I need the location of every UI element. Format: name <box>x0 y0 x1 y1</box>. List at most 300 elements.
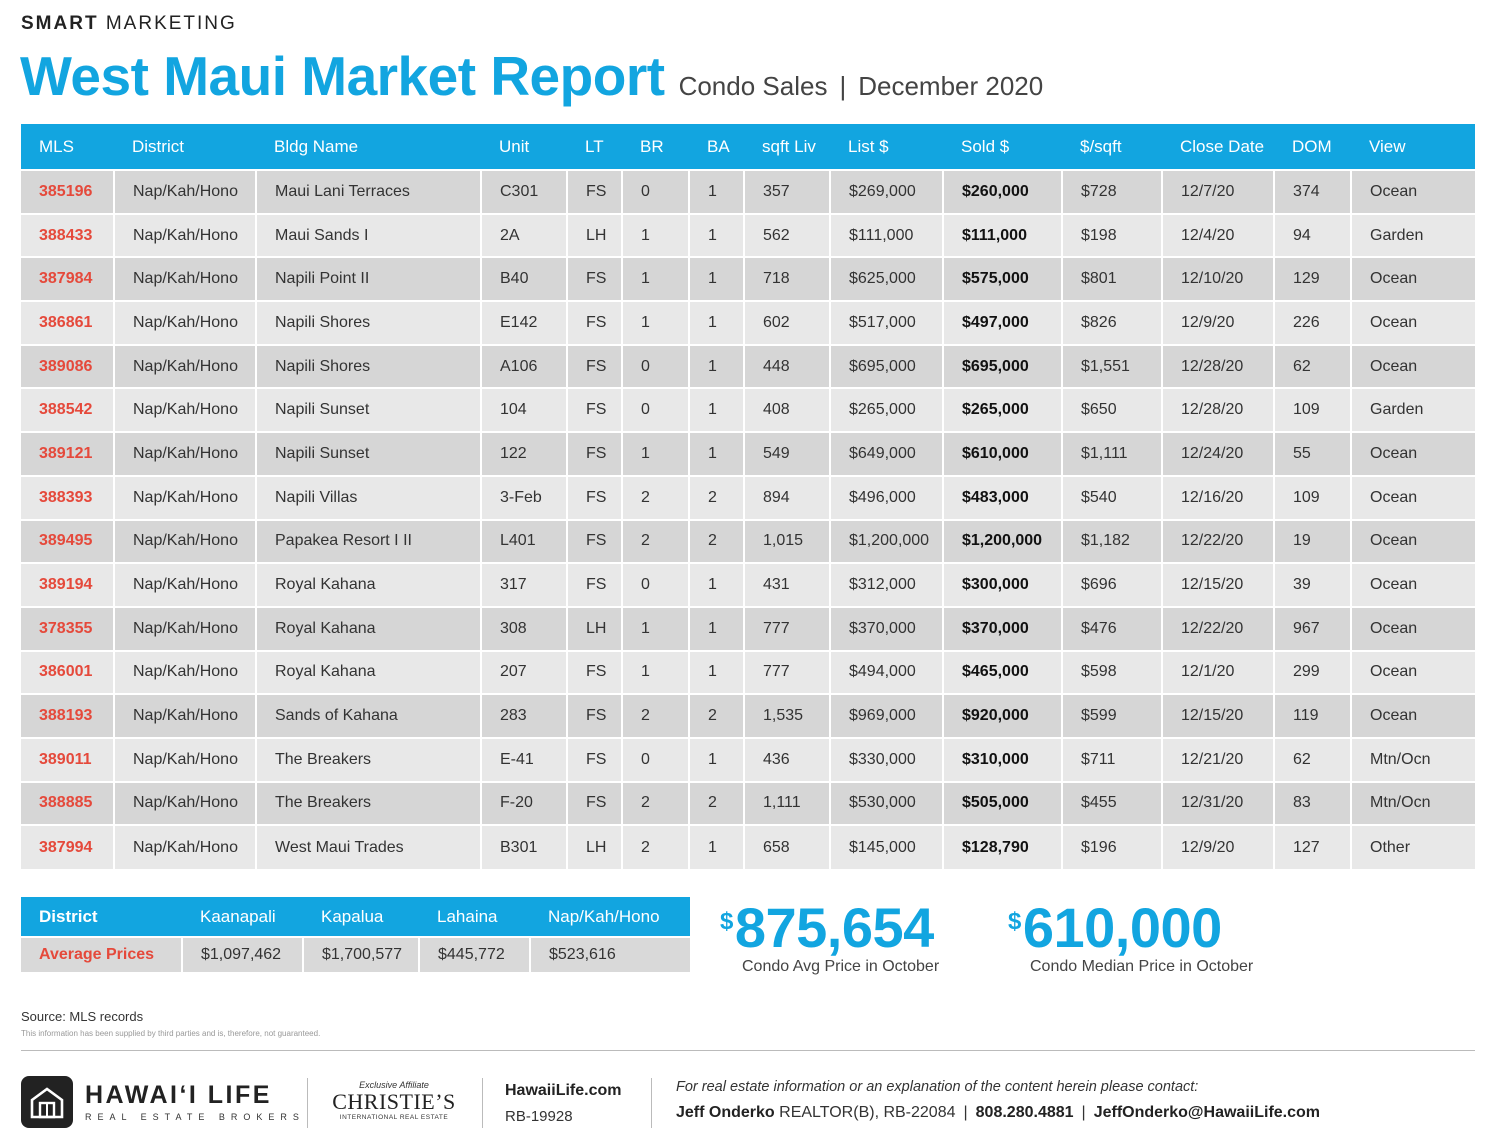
table-cell: L401 <box>481 520 567 564</box>
table-cell: 119 <box>1274 694 1351 738</box>
table-cell: $455 <box>1062 782 1162 826</box>
brand-subtitle: REAL ESTATE BROKERS <box>85 1112 305 1122</box>
table-cell: F-20 <box>481 782 567 826</box>
brand-name: HAWAI‘I LIFE <box>85 1081 272 1109</box>
column-header: DOM <box>1274 124 1351 170</box>
table-cell: 1 <box>622 257 689 301</box>
site-info <box>505 1082 621 1125</box>
mls-number: 389086 <box>21 345 114 389</box>
table-cell: 436 <box>744 738 830 782</box>
kicker-rest: MARKETING <box>105 13 237 34</box>
column-header: LT <box>567 124 622 170</box>
table-cell: 12/1/20 <box>1162 651 1274 695</box>
average-price-napkahhono: $523,616 <box>530 937 690 972</box>
table-cell: C301 <box>481 170 567 214</box>
kicker <box>21 13 237 35</box>
table-cell: 602 <box>744 301 830 345</box>
table-cell: 549 <box>744 432 830 476</box>
table-cell: 777 <box>744 651 830 695</box>
table-cell: 12/9/20 <box>1162 825 1274 869</box>
table-cell: $265,000 <box>830 388 943 432</box>
column-header: Bldg Name <box>256 124 481 170</box>
table-cell: 12/21/20 <box>1162 738 1274 782</box>
table-cell: 129 <box>1274 257 1351 301</box>
agent-email[interactable]: JeffOnderko@HawaiiLife.com <box>1093 1104 1321 1121</box>
average-price-kapalua: $1,700,577 <box>303 937 419 972</box>
subtitle-left: Condo Sales <box>678 71 828 101</box>
avg-price-caption: Condo Avg Price in October <box>742 958 940 975</box>
mls-number: 389495 <box>21 520 114 564</box>
table-cell: $649,000 <box>830 432 943 476</box>
table-cell: 1 <box>689 301 744 345</box>
table-cell: 0 <box>622 563 689 607</box>
sold-price: $465,000 <box>943 651 1062 695</box>
contact-separator: | <box>1081 1104 1086 1121</box>
table-cell: 104 <box>481 388 567 432</box>
contact-intro: For real estate information or an explanation of the content herein please contact: <box>676 1079 1199 1095</box>
table-cell: 226 <box>1274 301 1351 345</box>
table-cell: $312,000 <box>830 563 943 607</box>
table-cell: 0 <box>622 170 689 214</box>
table-cell: $650 <box>1062 388 1162 432</box>
median-price-caption: Condo Median Price in October <box>1030 958 1254 975</box>
table-row <box>21 782 1475 826</box>
agent-name: Jeff Onderko <box>676 1104 775 1121</box>
table-cell: $728 <box>1062 170 1162 214</box>
table-cell: FS <box>567 738 622 782</box>
table-cell: 658 <box>744 825 830 869</box>
table-cell: 3-Feb <box>481 476 567 520</box>
sold-price: $497,000 <box>943 301 1062 345</box>
table-cell: 12/16/20 <box>1162 476 1274 520</box>
sold-price: $128,790 <box>943 825 1062 869</box>
table-cell: 308 <box>481 607 567 651</box>
table-cell: Ocean <box>1351 257 1475 301</box>
table-cell: Nap/Kah/Hono <box>114 476 256 520</box>
table-cell: Nap/Kah/Hono <box>114 257 256 301</box>
agent-phone[interactable]: 808.280.4881 <box>975 1104 1074 1121</box>
sold-price: $300,000 <box>943 563 1062 607</box>
table-cell: The Breakers <box>256 738 481 782</box>
table-cell: 12/7/20 <box>1162 170 1274 214</box>
table-cell: 207 <box>481 651 567 695</box>
table-cell: Napili Shores <box>256 301 481 345</box>
mls-number: 388542 <box>21 388 114 432</box>
subtitle-right: December 2020 <box>858 71 1044 101</box>
table-cell: Nap/Kah/Hono <box>114 563 256 607</box>
sold-price: $310,000 <box>943 738 1062 782</box>
table-cell: 83 <box>1274 782 1351 826</box>
table-cell: $625,000 <box>830 257 943 301</box>
table-cell: $145,000 <box>830 825 943 869</box>
mls-number: 389194 <box>21 563 114 607</box>
table-cell: Ocean <box>1351 520 1475 564</box>
table-cell: 1 <box>689 432 744 476</box>
table-cell: $370,000 <box>830 607 943 651</box>
table-cell: FS <box>567 476 622 520</box>
contact-info <box>676 1079 1320 1122</box>
table-row <box>21 563 1475 607</box>
table-cell: $494,000 <box>830 651 943 695</box>
average-header-lahaina: Lahaina <box>419 897 530 937</box>
title-row <box>20 44 1043 108</box>
table-cell: 777 <box>744 607 830 651</box>
table-cell: 12/4/20 <box>1162 214 1274 258</box>
table-cell: FS <box>567 432 622 476</box>
table-cell: 109 <box>1274 388 1351 432</box>
table-cell: 1 <box>622 432 689 476</box>
table-cell: Nap/Kah/Hono <box>114 738 256 782</box>
table-cell: 12/9/20 <box>1162 301 1274 345</box>
avg-price-stat <box>720 896 940 976</box>
table-cell: 1 <box>689 738 744 782</box>
mls-number: 388433 <box>21 214 114 258</box>
table-cell: Other <box>1351 825 1475 869</box>
table-cell: FS <box>567 782 622 826</box>
table-cell: $711 <box>1062 738 1162 782</box>
median-price-currency: $ <box>1008 908 1021 935</box>
mls-number: 387984 <box>21 257 114 301</box>
table-cell: Garden <box>1351 214 1475 258</box>
table-cell: FS <box>567 563 622 607</box>
table-row <box>21 738 1475 782</box>
table-cell: $198 <box>1062 214 1162 258</box>
footer-separator <box>482 1078 483 1128</box>
table-cell: $530,000 <box>830 782 943 826</box>
table-cell: Nap/Kah/Hono <box>114 432 256 476</box>
table-cell: Ocean <box>1351 563 1475 607</box>
table-row <box>21 651 1475 695</box>
table-cell: Ocean <box>1351 607 1475 651</box>
table-cell: 562 <box>744 214 830 258</box>
table-cell: Nap/Kah/Hono <box>114 825 256 869</box>
average-prices-header <box>21 897 690 937</box>
table-cell: 122 <box>481 432 567 476</box>
table-cell: Nap/Kah/Hono <box>114 345 256 389</box>
sold-price: $505,000 <box>943 782 1062 826</box>
table-cell: Nap/Kah/Hono <box>114 214 256 258</box>
table-cell: $269,000 <box>830 170 943 214</box>
table-cell: 1 <box>622 607 689 651</box>
table-row <box>21 257 1475 301</box>
column-header: BR <box>622 124 689 170</box>
mls-number: 388193 <box>21 694 114 738</box>
table-cell: 0 <box>622 388 689 432</box>
average-price-kaanapali: $1,097,462 <box>182 937 303 972</box>
table-cell: 2 <box>689 694 744 738</box>
table-cell: Maui Sands I <box>256 214 481 258</box>
table-cell: E-41 <box>481 738 567 782</box>
sales-table-body <box>21 170 1475 869</box>
table-cell: $540 <box>1062 476 1162 520</box>
affiliate-name: CHRISTIE’S <box>332 1089 456 1114</box>
table-cell: 718 <box>744 257 830 301</box>
table-cell: 2 <box>622 825 689 869</box>
sales-table-header <box>21 124 1475 170</box>
christies-logo <box>322 1080 466 1121</box>
table-row <box>21 214 1475 258</box>
table-cell: $598 <box>1062 651 1162 695</box>
table-cell: Napili Sunset <box>256 388 481 432</box>
mls-number: 385196 <box>21 170 114 214</box>
table-cell: 1 <box>689 388 744 432</box>
table-cell: 39 <box>1274 563 1351 607</box>
affiliate-subtitle: INTERNATIONAL REAL ESTATE <box>339 1114 449 1121</box>
footer-separator <box>651 1078 652 1128</box>
table-cell: $599 <box>1062 694 1162 738</box>
table-row <box>21 432 1475 476</box>
table-cell: 2 <box>689 782 744 826</box>
table-cell: $496,000 <box>830 476 943 520</box>
table-cell: Napili Shores <box>256 345 481 389</box>
table-cell: Napili Point II <box>256 257 481 301</box>
table-cell: 2 <box>689 476 744 520</box>
sold-price: $370,000 <box>943 607 1062 651</box>
table-cell: Ocean <box>1351 651 1475 695</box>
table-cell: Napili Villas <box>256 476 481 520</box>
table-cell: 1 <box>689 170 744 214</box>
column-header: Close Date <box>1162 124 1274 170</box>
average-header-district: District <box>21 897 182 937</box>
table-row <box>21 170 1475 214</box>
table-cell: $1,111 <box>1062 432 1162 476</box>
avg-price-currency: $ <box>720 908 733 935</box>
table-cell: 894 <box>744 476 830 520</box>
table-cell: The Breakers <box>256 782 481 826</box>
affiliate-label: Exclusive Affiliate <box>359 1080 429 1090</box>
subtitle-separator: | <box>839 71 847 101</box>
table-cell: 299 <box>1274 651 1351 695</box>
kicker-bold: SMART <box>21 13 99 34</box>
table-cell: 55 <box>1274 432 1351 476</box>
table-row <box>21 476 1475 520</box>
table-cell: LH <box>567 607 622 651</box>
table-cell: Nap/Kah/Hono <box>114 694 256 738</box>
mls-number: 388393 <box>21 476 114 520</box>
table-cell: $801 <box>1062 257 1162 301</box>
table-cell: $517,000 <box>830 301 943 345</box>
median-price-stat <box>1008 896 1254 976</box>
table-row <box>21 825 1475 869</box>
table-cell: West Maui Trades <box>256 825 481 869</box>
table-cell: 357 <box>744 170 830 214</box>
average-price-lahaina: $445,772 <box>419 937 530 972</box>
table-cell: 12/10/20 <box>1162 257 1274 301</box>
sold-price: $575,000 <box>943 257 1062 301</box>
table-cell: 1 <box>622 301 689 345</box>
table-cell: Ocean <box>1351 301 1475 345</box>
column-header: District <box>114 124 256 170</box>
table-cell: 2 <box>622 476 689 520</box>
table-cell: E142 <box>481 301 567 345</box>
sold-price: $610,000 <box>943 432 1062 476</box>
table-cell: Ocean <box>1351 432 1475 476</box>
table-cell: 431 <box>744 563 830 607</box>
table-cell: Nap/Kah/Hono <box>114 651 256 695</box>
table-cell: 2 <box>622 782 689 826</box>
hawaii-life-logo <box>21 1076 305 1128</box>
mls-number: 386861 <box>21 301 114 345</box>
table-cell: 283 <box>481 694 567 738</box>
table-cell: Nap/Kah/Hono <box>114 782 256 826</box>
column-header: Sold $ <box>943 124 1062 170</box>
table-cell: LH <box>567 214 622 258</box>
table-cell: FS <box>567 170 622 214</box>
table-cell: Garden <box>1351 388 1475 432</box>
average-header-kapalua: Kapalua <box>303 897 419 937</box>
disclaimer: This information has been supplied by third parties and is, therefore, not guaranteed. <box>21 1029 321 1038</box>
table-cell: 62 <box>1274 345 1351 389</box>
average-header-napkahhono: Nap/Kah/Hono <box>530 897 690 937</box>
table-cell: 1 <box>689 825 744 869</box>
footer-divider <box>21 1050 1475 1051</box>
column-header: View <box>1351 124 1475 170</box>
sold-price: $111,000 <box>943 214 1062 258</box>
table-cell: Papakea Resort I II <box>256 520 481 564</box>
table-cell: 12/31/20 <box>1162 782 1274 826</box>
table-cell: 0 <box>622 738 689 782</box>
sold-price: $260,000 <box>943 170 1062 214</box>
footer-separator <box>307 1078 308 1128</box>
table-cell: Ocean <box>1351 476 1475 520</box>
average-header-kaanapali: Kaanapali <box>182 897 303 937</box>
table-cell: 2 <box>622 520 689 564</box>
contact-separator: | <box>963 1104 968 1121</box>
table-row <box>21 301 1475 345</box>
table-cell: 94 <box>1274 214 1351 258</box>
table-cell: 127 <box>1274 825 1351 869</box>
table-cell: Royal Kahana <box>256 651 481 695</box>
median-price-value: 610,000 <box>1022 896 1222 959</box>
table-cell: 0 <box>622 345 689 389</box>
table-cell: $1,200,000 <box>830 520 943 564</box>
table-cell: Nap/Kah/Hono <box>114 388 256 432</box>
table-cell: 1,015 <box>744 520 830 564</box>
table-cell: A106 <box>481 345 567 389</box>
mls-number: 389121 <box>21 432 114 476</box>
table-cell: $111,000 <box>830 214 943 258</box>
table-cell: 12/22/20 <box>1162 607 1274 651</box>
source-note: Source: MLS records <box>21 1009 144 1024</box>
sales-table <box>21 124 1475 869</box>
avg-price-value: 875,654 <box>734 896 934 959</box>
contact-line <box>676 1104 1320 1122</box>
column-header: MLS <box>21 124 114 170</box>
table-cell: Maui Lani Terraces <box>256 170 481 214</box>
table-cell: Nap/Kah/Hono <box>114 301 256 345</box>
table-cell: 1 <box>689 345 744 389</box>
table-cell: 19 <box>1274 520 1351 564</box>
table-cell: 12/22/20 <box>1162 520 1274 564</box>
table-cell: Nap/Kah/Hono <box>114 607 256 651</box>
table-cell: FS <box>567 301 622 345</box>
table-cell: $826 <box>1062 301 1162 345</box>
table-cell: $695,000 <box>830 345 943 389</box>
page-title: West Maui Market Report <box>20 45 665 107</box>
table-cell: 1,535 <box>744 694 830 738</box>
table-row <box>21 607 1475 651</box>
house-icon <box>21 1076 73 1128</box>
table-row <box>21 520 1475 564</box>
table-cell: 1 <box>689 214 744 258</box>
table-cell: B40 <box>481 257 567 301</box>
table-cell: $476 <box>1062 607 1162 651</box>
mls-number: 389011 <box>21 738 114 782</box>
column-header: BA <box>689 124 744 170</box>
table-cell: Ocean <box>1351 345 1475 389</box>
table-cell: 1,111 <box>744 782 830 826</box>
sold-price: $920,000 <box>943 694 1062 738</box>
table-cell: FS <box>567 520 622 564</box>
mls-number: 388885 <box>21 782 114 826</box>
sold-price: $265,000 <box>943 388 1062 432</box>
table-cell: $696 <box>1062 563 1162 607</box>
site-url[interactable]: HawaiiLife.com <box>505 1082 622 1099</box>
column-header: sqft Liv <box>744 124 830 170</box>
table-cell: Sands of Kahana <box>256 694 481 738</box>
column-header: Unit <box>481 124 567 170</box>
table-cell: $1,182 <box>1062 520 1162 564</box>
table-cell: Nap/Kah/Hono <box>114 520 256 564</box>
table-cell: Mtn/Ocn <box>1351 738 1475 782</box>
table-cell: LH <box>567 825 622 869</box>
table-cell: 408 <box>744 388 830 432</box>
table-cell: 12/28/20 <box>1162 345 1274 389</box>
average-prices-label: Average Prices <box>21 937 182 972</box>
table-cell: 12/15/20 <box>1162 694 1274 738</box>
sold-price: $695,000 <box>943 345 1062 389</box>
column-header: $/sqft <box>1062 124 1162 170</box>
table-cell: $1,551 <box>1062 345 1162 389</box>
sold-price: $1,200,000 <box>943 520 1062 564</box>
table-cell: 448 <box>744 345 830 389</box>
table-cell: 1 <box>689 563 744 607</box>
table-cell: FS <box>567 694 622 738</box>
sold-price: $483,000 <box>943 476 1062 520</box>
table-cell: 12/15/20 <box>1162 563 1274 607</box>
table-cell: $196 <box>1062 825 1162 869</box>
table-cell: Nap/Kah/Hono <box>114 170 256 214</box>
page-subtitle <box>679 71 1044 102</box>
table-cell: 317 <box>481 563 567 607</box>
table-cell: 1 <box>622 214 689 258</box>
table-row <box>21 694 1475 738</box>
site-license: RB-19928 <box>505 1108 573 1125</box>
table-cell: FS <box>567 257 622 301</box>
table-cell: Ocean <box>1351 694 1475 738</box>
mls-number: 387994 <box>21 825 114 869</box>
table-cell: 1 <box>689 607 744 651</box>
table-cell: 109 <box>1274 476 1351 520</box>
average-prices-row <box>21 937 690 972</box>
mls-number: 378355 <box>21 607 114 651</box>
table-row <box>21 388 1475 432</box>
table-cell: 967 <box>1274 607 1351 651</box>
table-cell: 1 <box>622 651 689 695</box>
table-cell: 2 <box>689 520 744 564</box>
table-row <box>21 345 1475 389</box>
table-cell: 1 <box>689 257 744 301</box>
average-prices-table <box>21 897 690 972</box>
table-cell: Napili Sunset <box>256 432 481 476</box>
mls-number: 386001 <box>21 651 114 695</box>
table-cell: FS <box>567 651 622 695</box>
agent-title: REALTOR(B), RB-22084 <box>779 1104 956 1121</box>
table-cell: 374 <box>1274 170 1351 214</box>
table-cell: 2 <box>622 694 689 738</box>
table-cell: 2A <box>481 214 567 258</box>
table-cell: $330,000 <box>830 738 943 782</box>
